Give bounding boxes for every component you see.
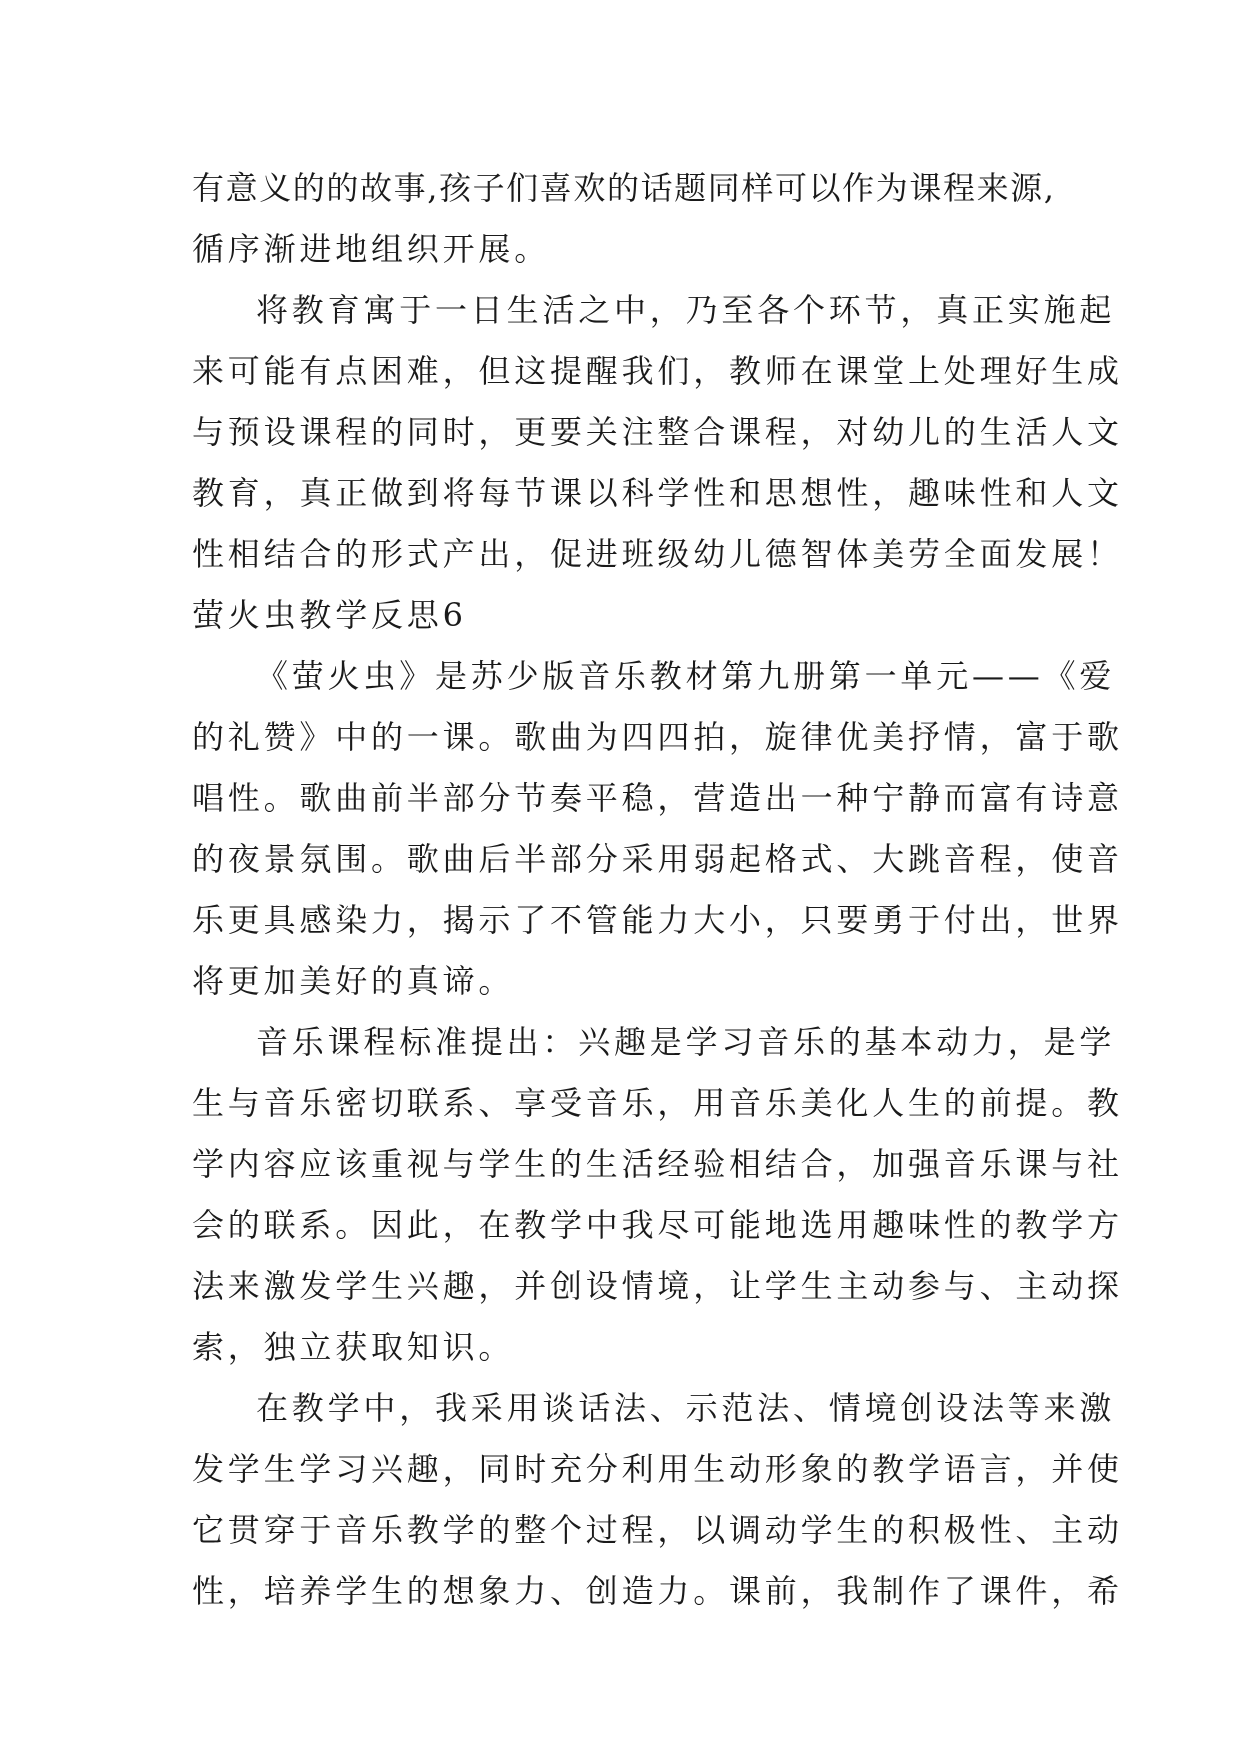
text-line-19: 法来激发学生兴趣，并创设情境，让学生主动参与、主动探: [192, 1267, 1123, 1305]
text-line-17: 学内容应该重视与学生的生活经验相结合，加强音乐课与社: [192, 1145, 1123, 1183]
text-line-14: 将更加美好的真谛。: [192, 962, 515, 1000]
paragraph-first-line: 在教学中，我采用谈话法、示范法、情境创设法等来激: [256, 1389, 1116, 1427]
text-line-11: 唱性。歌曲前半部分节奏平稳，营造出一种宁静而富有诗意: [192, 779, 1123, 817]
text-line-10: 的礼赞》中的一课。歌曲为四四拍，旋律优美抒情，富于歌: [192, 718, 1123, 756]
text-line-13: 乐更具感染力，揭示了不管能力大小，只要勇于付出，世界: [192, 901, 1123, 939]
paragraph-first-line: 将教育寓于一日生活之中，乃至各个环节，真正实施起: [256, 291, 1116, 329]
text-line-16: 生与音乐密切联系、享受音乐，用音乐美化人生的前提。教: [192, 1084, 1123, 1122]
text-line-20: 索，独立获取知识。: [192, 1328, 515, 1366]
text-line-24: 性，培养学生的想象力、创造力。课前，我制作了课件，希: [192, 1572, 1123, 1610]
text-line-4: 来可能有点困难，但这提醒我们，教师在课堂上处理好生成: [192, 352, 1123, 390]
document-body: [192, 158, 1123, 1622]
text-line-1: 有意义的的故事,孩子们喜欢的话题同样可以作为课程来源,: [192, 169, 1056, 207]
text-line-22: 发学生学习兴趣，同时充分利用生动形象的教学语言，并使: [192, 1450, 1123, 1488]
text-line-23: 它贯穿于音乐教学的整个过程，以调动学生的积极性、主动: [192, 1511, 1123, 1549]
paragraph-first-line: 《萤火虫》是苏少版音乐教材第九册第一单元——《爱: [256, 657, 1116, 695]
text-line-7: 性相结合的形式产出，促进班级幼儿德智体美劳全面发展！: [192, 535, 1123, 573]
paragraph-first-line: 音乐课程标准提出：兴趣是学习音乐的基本动力，是学: [256, 1023, 1116, 1061]
text-line-5: 与预设课程的同时，更要关注整合课程，对幼儿的生活人文: [192, 413, 1123, 451]
text-line-18: 会的联系。因此，在教学中我尽可能地选用趣味性的教学方: [192, 1206, 1123, 1244]
section-heading: 萤火虫教学反思6: [192, 596, 467, 634]
text-line-6: 教育，真正做到将每节课以科学性和思想性，趣味性和人文: [192, 474, 1123, 512]
text-line-12: 的夜景氛围。歌曲后半部分采用弱起格式、大跳音程，使音: [192, 840, 1123, 878]
text-line-2: 循序渐进地组织开展。: [192, 230, 551, 268]
